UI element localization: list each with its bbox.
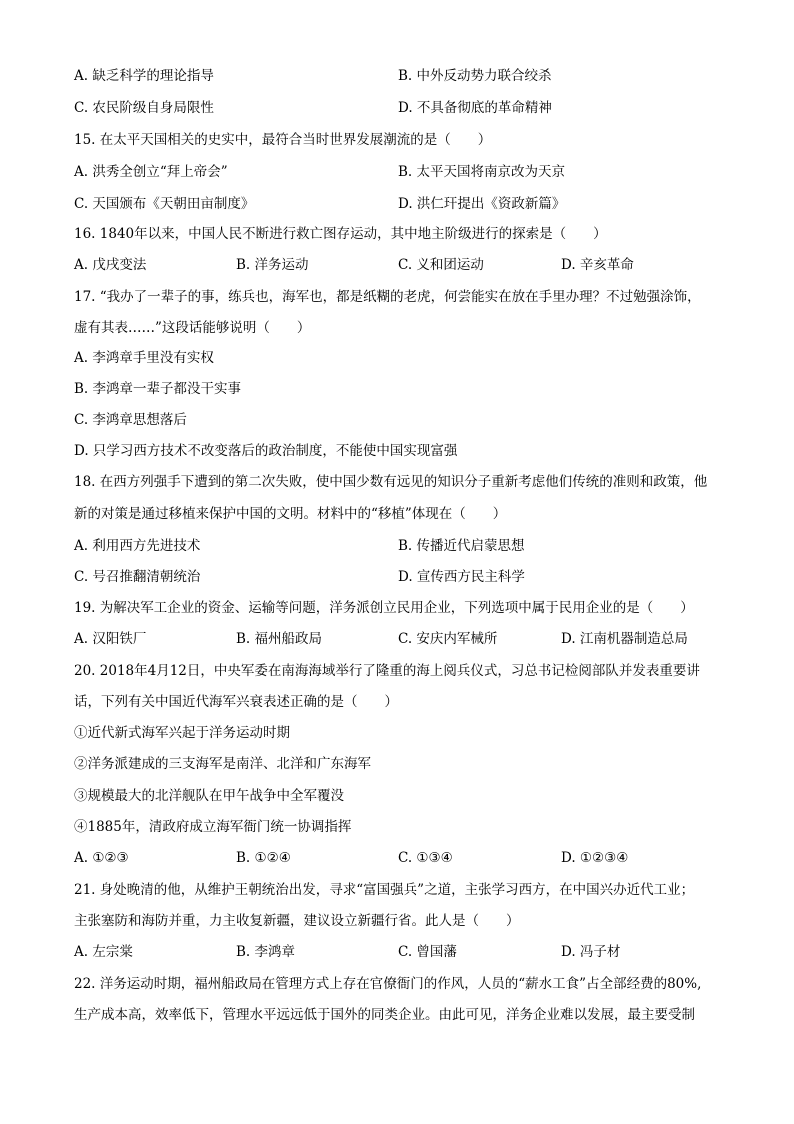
q20-statement-3: ③规模最大的北洋舰队在甲午战争中全军覆没 bbox=[74, 788, 344, 804]
q18-option-b[interactable]: B. 传播近代启蒙思想 bbox=[398, 538, 525, 554]
q21-option-d[interactable]: D. 冯子材 bbox=[561, 944, 621, 960]
q20-statement-1: ①近代新式海军兴起于洋务运动时期 bbox=[74, 725, 290, 741]
q18-option-c[interactable]: C. 号召推翻清朝统治 bbox=[74, 569, 201, 585]
q22-stem-line-2: 生产成本高，效率低下，管理水平远远低于国外的同类企业。由此可见，洋务企业难以发展，最主要受制 bbox=[74, 1007, 695, 1023]
q20-statement-2: ②洋务派建成的三支海军是南洋、北洋和广东海军 bbox=[74, 756, 371, 772]
q16-stem: 16. 1840年以来，中国人民不断进行救亡图存运动，其中地主阶级进行的探索是（ ） bbox=[74, 226, 607, 242]
q17-option-b[interactable]: B. 李鸿章一辈子都没干实事 bbox=[74, 381, 242, 397]
q21-option-a[interactable]: A. 左宗棠 bbox=[74, 944, 133, 960]
q21-stem-line-1: 21. 身处晚清的他，从维护王朝统治出发，寻求“富国强兵”之道，主张学习西方，在中国兴办近代工业； bbox=[74, 882, 695, 898]
q20-stem-line-2: 话，下列有关中国近代海军兴衰表述正确的是（ ） bbox=[74, 694, 398, 710]
q15-stem: 15. 在太平天国相关的史实中，最符合当时世界发展潮流的是（ ） bbox=[74, 132, 492, 148]
q17-option-c[interactable]: C. 李鸿章思想落后 bbox=[74, 412, 187, 428]
q21-stem-line-2: 主张塞防和海防并重，力主收复新疆，建议设立新疆行省。此人是（ ） bbox=[74, 913, 520, 929]
q17-option-a[interactable]: A. 李鸿章手里没有实权 bbox=[74, 350, 214, 366]
q16-option-a[interactable]: A. 戊戌变法 bbox=[74, 257, 147, 273]
q18-option-a[interactable]: A. 利用西方先进技术 bbox=[74, 538, 201, 554]
q18-option-d[interactable]: D. 宣传西方民主科学 bbox=[398, 569, 525, 585]
q15-option-b[interactable]: B. 太平天国将南京改为天京 bbox=[398, 164, 566, 180]
q15-option-c[interactable]: C. 天国颁布《天朝田亩制度》 bbox=[74, 196, 255, 212]
q17-stem-line-2: 虚有其表……”这段话能够说明（ ） bbox=[74, 320, 311, 336]
q14-option-d[interactable]: D. 不具备彻底的革命精神 bbox=[398, 100, 552, 116]
q19-option-b[interactable]: B. 福州船政局 bbox=[236, 631, 323, 647]
q18-stem-line-2: 新的对策是通过移植来保护中国的文明。材料中的“移植”体现在（ ） bbox=[74, 506, 507, 522]
q20-stem-line-1: 20. 2018年4月12日，中央军委在南海海域举行了隆重的海上阅兵仪式，习总书记检阅部队并发表重要讲 bbox=[74, 663, 700, 679]
q21-option-b[interactable]: B. 李鸿章 bbox=[236, 944, 296, 960]
q16-option-d[interactable]: D. 辛亥革命 bbox=[561, 257, 634, 273]
q21-option-c[interactable]: C. 曾国藩 bbox=[398, 944, 457, 960]
q15-option-d[interactable]: D. 洪仁玕提出《资政新篇》 bbox=[398, 196, 566, 212]
q19-option-c[interactable]: C. 安庆内军械所 bbox=[398, 631, 498, 647]
q22-stem-line-1: 22. 洋务运动时期，福州船政局在管理方式上存在官僚衙门的作风，人员的“薪水工食”占全部经费的80%, bbox=[74, 976, 702, 992]
q14-option-c[interactable]: C. 农民阶级自身局限性 bbox=[74, 100, 214, 116]
q19-option-a[interactable]: A. 汉阳铁厂 bbox=[74, 631, 147, 647]
q20-option-b[interactable]: B. ①②④ bbox=[236, 850, 291, 866]
q16-option-b[interactable]: B. 洋务运动 bbox=[236, 257, 309, 273]
q20-option-d[interactable]: D. ①②③④ bbox=[561, 850, 629, 866]
q20-option-a[interactable]: A. ①②③ bbox=[74, 850, 129, 866]
q16-option-c[interactable]: C. 义和团运动 bbox=[398, 257, 484, 273]
q15-option-a[interactable]: A. 洪秀全创立“拜上帝会” bbox=[74, 164, 228, 180]
q20-option-c[interactable]: C. ①③④ bbox=[398, 850, 453, 866]
q19-option-d[interactable]: D. 江南机器制造总局 bbox=[561, 631, 688, 647]
q18-stem-line-1: 18. 在西方列强手下遭到的第二次失败，使中国少数有远见的知识分子重新考虑他们传统的准则和政策，他 bbox=[74, 474, 708, 490]
q17-stem-line-1: 17. “我办了一辈子的事，练兵也，海军也，都是纸糊的老虎，何尝能实在放在手里办理？不过勉强涂饰， bbox=[74, 289, 701, 305]
q14-option-a[interactable]: A. 缺乏科学的理论指导 bbox=[74, 68, 214, 84]
q19-stem: 19. 为解决军工企业的资金、运输等问题，洋务派创立民用企业，下列选项中属于民用企业的是（ ） bbox=[74, 600, 694, 616]
q20-statement-4: ④1885年，清政府成立海军衙门统一协调指挥 bbox=[74, 819, 352, 835]
q17-option-d[interactable]: D. 只学习西方技术不改变落后的政治制度，不能使中国实现富强 bbox=[74, 443, 458, 459]
q14-option-b[interactable]: B. 中外反动势力联合绞杀 bbox=[398, 68, 552, 84]
